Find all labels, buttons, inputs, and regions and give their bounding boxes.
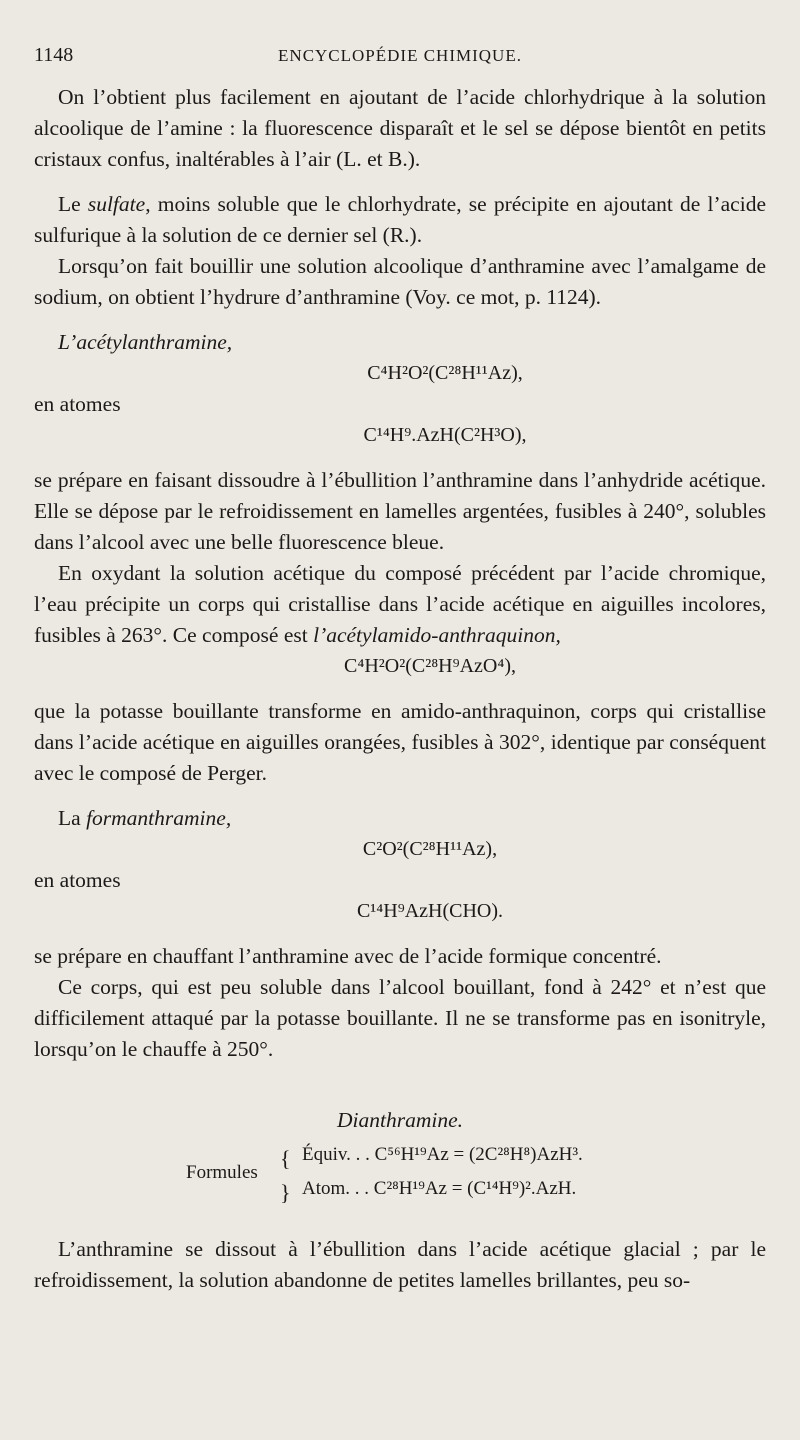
formula-equiv: Équiv. . . C⁵⁶H¹⁹Az = (2C²⁸H⁸)AzH³.: [302, 1144, 583, 1165]
formula-atom: Atom. . . C²⁸H¹⁹Az = (C¹⁴H⁹)².AzH.: [302, 1178, 577, 1199]
compound-name: La formanthramine,: [58, 806, 232, 830]
section-title: Dianthramine.: [336, 1108, 463, 1132]
paragraph: On l’obtient plus facilement en ajoutant de l’acide chlorhydrique à la solution alcoolique de l’amine : la fluorescence disparaît et le sel se dépose bientôt en petits cristaux confus, inaltérables à l’air (L. et B.).: [34, 85, 766, 171]
page-body: [34, 82, 766, 1296]
paragraph: L’anthramine se dissout à l’ébullition dans l’acide acétique glacial ; par le refroidissement, la solution abandonne de petites lamelles brillantes, peu so-: [34, 1237, 766, 1292]
formulas-block: [34, 1142, 766, 1212]
formula: C⁴H²O²(C²⁸H⁹AzO⁴),: [344, 655, 516, 677]
formula: C⁴H²O²(C²⁸H¹¹Az),: [367, 362, 523, 384]
running-title: ENCYCLOPÉDIE CHIMIQUE.: [278, 46, 522, 65]
paragraph: que la potasse bouillante transforme en amido-anthraquinon, corps qui cristallise dans l’acide acétique en aiguilles orangées, fusibles à 302°, identique par conséquent avec le composé de Perger.: [34, 699, 766, 785]
paragraph: Le sulfate, moins soluble que le chlorhydrate, se précipite en ajoutant de l’acide sulfurique à la solution de ce dernier sel (R.).: [34, 192, 766, 247]
compound-name: L’acétylanthramine,: [58, 330, 233, 354]
paragraph: se prépare en chauffant l’anthramine avec de l’acide formique concentré.: [34, 944, 662, 968]
paragraph: Lorsqu’on fait bouillir une solution alcoolique d’anthramine avec l’amalgame de sodium, on obtient l’hydrure d’anthramine (Voy. ce mot, p. 1124).: [34, 254, 766, 309]
paragraph: se prépare en faisant dissoudre à l’ébullition l’anthramine dans l’anhydride acétique. Elle se dépose par le refroidissement en lamelles argentées, fusibles à 240°, solubles dans l’alcool avec une belle fluorescence bleue.: [34, 468, 766, 554]
paragraph: Ce corps, qui est peu soluble dans l’alcool bouillant, fond à 242° et n’est que difficilement attaqué par la potasse bouillante. Il ne se transforme pas en isonitryle, lorsqu’on le chauffe à 250°.: [34, 975, 766, 1061]
page-number: 1148: [34, 44, 74, 66]
paragraph: en atomes: [34, 868, 121, 892]
formula: C¹⁴H⁹AzH(CHO).: [356, 900, 504, 922]
page-header: [34, 44, 766, 72]
paragraph: En oxydant la solution acétique du composé précédent par l’acide chromique, l’eau précipite un corps qui cristallise dans l’acide acétique en aiguilles incolores, fusibles à 263°. Ce composé est l’acétylamido-anthraquinon,: [34, 561, 766, 647]
brace-icon: { }: [280, 1146, 291, 1205]
formulas-label: Formules: [186, 1162, 258, 1183]
formula: C²O²(C²⁸H¹¹Az),: [362, 838, 498, 860]
formula: C¹⁴H⁹.AzH(C²H³O),: [363, 424, 527, 446]
paragraph: en atomes: [34, 392, 121, 416]
